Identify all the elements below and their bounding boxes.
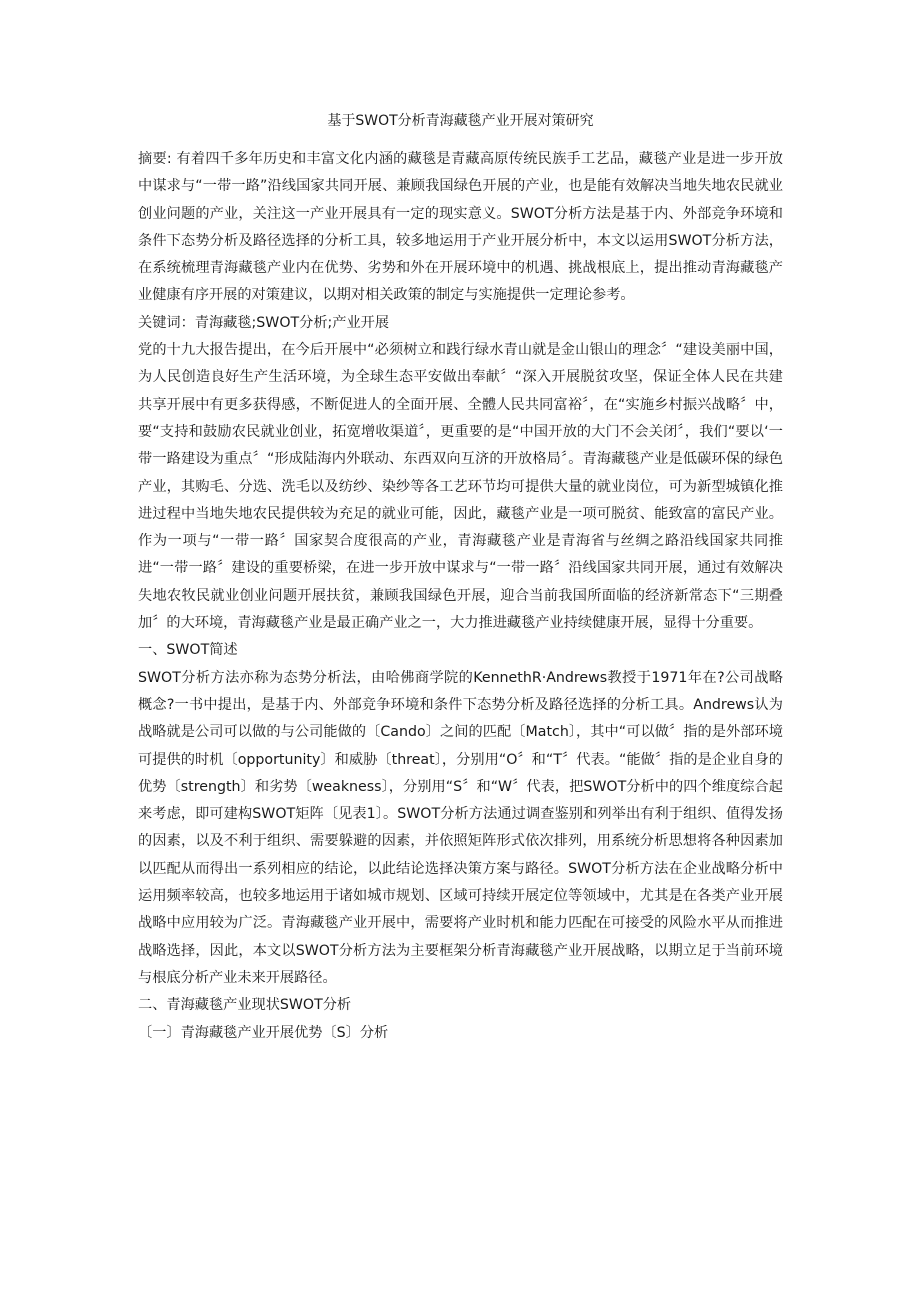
document-title: 基于SWOT分析青海藏毯产业开展对策研究 (327, 113, 594, 129)
section-heading: 一、SWOT简述 (138, 642, 238, 659)
abstract-paragraph: 摘要: 有着四千多年历史和丰富文化内涵的藏毯是青藏高原传统民族手工艺品，藏毯产业是进一步开放中谋求与“一带一路”沿线国家共同开展、兼顾我国绿色开展的产业，也是能有效解决当地失地农民就业创业问题的产业，关注这一产业开展具有一定的现实意义。SWOT分析方法是基于内、外部竞争环境和条件下态势分析及路径选择的分析工具，较多地运用于产业开展分析中，本文以运用SWOT分析方法，在系统梳理青海藏毯产业内在优势、劣势和外在开展环境中的机遇、挑战根底上，提出推动青海藏毯产业健康有序开展的对策建议，以期对相关政策的制定与实施提供一定理论参考。 (138, 151, 783, 304)
body-paragraph: 党的十九大报告提出，在今后开展中“必须树立和践行绿水青山就是金山银山的理念〞“建设美丽中国，为人民创造良好生产生活环境，为全球生态平安做出奉献〞“深入开展脱贫攻坚，保证全体人民在共建共享开展中有更多获得感，不断促进人的全面开展、全體人民共同富裕〞，在“实施乡村振兴战略〞中，要“支持和鼓励农民就业创业，拓宽增收渠道〞，更重要的是“中国开放的大门不会关闭〞，我们“要以‘一带一路建设为重点〞“形成陆海内外联动、东西双向互济的开放格局〞。青海藏毯产业是低碳环保的绿色产业，其购毛、分选、洗毛以及纺纱、染纱等各工艺环节均可提供大量的就业岗位，可为新型城镇化推进过程中当地失地农民提供较为充足的就业可能，因此，藏毯产业是一项可脱贫、能致富的富民产业。作为一项与“一带一路〞国家契合度很高的产业，青海藏毯产业是青海省与丝绸之路沿线国家共同推进“一带一路〞建设的重要桥梁，在进一步开放中谋求与“一带一路〞沿线国家共同开展，通过有效解决失地农牧民就业创业问题开展扶贫，兼顾我国绿色开展，迎合当前我国所面临的经济新常态下“三期叠加〞的大环境，青海藏毯产业是最正确产业之一，大力推进藏毯产业持续健康开展，显得十分重要。 (138, 342, 783, 632)
body-paragraph: SWOT分析方法亦称为态势分析法，由哈佛商学院的KennethR·Andrews教授于1971年在?公司战略概念?一书中提出，是基于内、外部竞争环境和条件下态势分析及路径选择的分析工具。Andrews认为战略就是公司可以做的与公司能做的〔Cando〕之间的匹配〔Match〕，其中“可以做〞指的是外部环境可提供的时机〔opportunity〕和威胁〔threat〕，分别用“O〞和“T〞代表。“能做〞指的是企业自身的优势〔strength〕和劣势〔weakness〕，分别用“S〞和“W〞代表，把SWOT分析中的四个维度综合起来考虑，即可建构SWOT矩阵〔见表1〕。SWOT分析方法通过调查鉴别和列举出有利于组织、值得发扬的因素，以及不利于组织、需要躲避的因素，并依照矩阵形式依次排列，用系统分析思想将各种因素加以匹配从而得出一系列相应的结论，以此结论选择决策方案与路径。SWOT分析方法在企业战略分析中运用频率较高，也较多地运用于诸如城市规划、区域可持续开展定位等领域中，尤其是在各类产业开展战略中应用较为广泛。青海藏毯产业开展中，需要将产业时机和能力匹配在可接受的风险水平从而推进战略选择，因此，本文以SWOT分析方法为主要框架分析青海藏毯产业开展战略，以期立足于当前环境与根底分析产业未来开展路径。 (138, 669, 783, 986)
document-page (138, 110, 783, 1047)
keywords-line: 关键词：青海藏毯;SWOT分析;产业开展 (138, 314, 390, 331)
subsection-heading: 〔一〕青海藏毯产业开展优势〔S〕分析 (138, 1024, 389, 1041)
section-heading: 二、青海藏毯产业现状SWOT分析 (138, 997, 352, 1014)
